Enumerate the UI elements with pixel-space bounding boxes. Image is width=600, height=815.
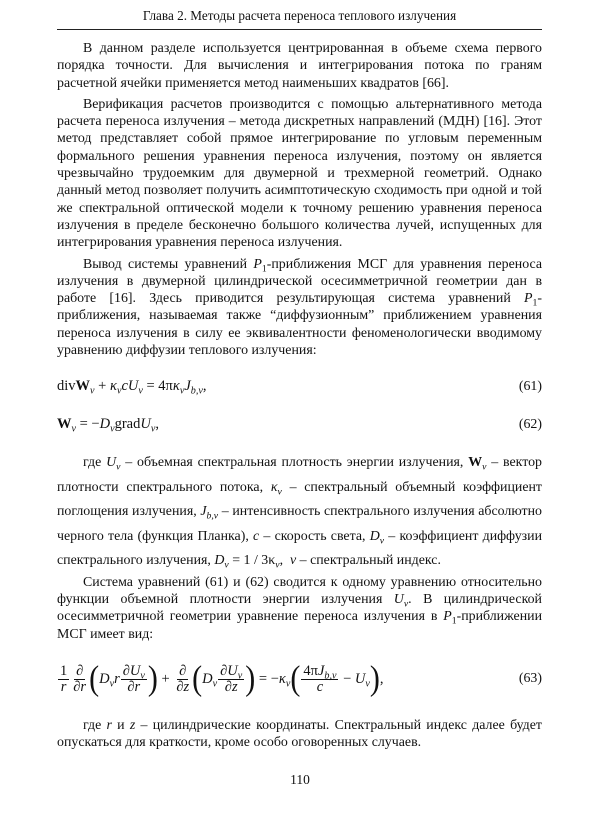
page-number: 110 bbox=[290, 772, 310, 787]
equation-63 bbox=[57, 649, 542, 709]
paragraph-5: Система уравнений (61) и (62) сводится к одному уравнению относительно функции объемной плотности энергии излучения $U_\nu$. В цилиндрической осесимметричной геометрии уравнение переноса излучения в $P_1$-приближении МСГ имеет вид: bbox=[57, 574, 542, 642]
paragraph-2: Верификация расчетов производится с помощью альтернативного метода расчета переноса излучения – метода дискретных направлений (МДН) [16]. Этот метод представляет собой прямое интегрирование по угловым переменным формального решения уравнения переноса излучения, поэтому он является чрезвычайно трудоемким для двумерной и трехмерной геометрий. Однако данный метод позволяет получить асимптотическую сходимость при одной и той же спектральной оптической модели к точному решению уравнения переноса излучения в пределе бесконечно большого количества лучей, испущенных для интегрирования уравнения переноса излучения. bbox=[57, 96, 542, 251]
header-rule bbox=[57, 29, 542, 30]
equation-62-formula: $W_\nu$ = $-D_\nu gradU_\nu$, bbox=[57, 415, 159, 435]
equation-63-formula: $\frac{1}{r}$ $\frac{\partial}{\partial r}$ ($D_\nu r$ $\frac{\partial U_\nu}{\partial r}$ ) + $\frac{\partial}{\partial z}$ ($D_\nu$ $\frac{\partial U_\nu}{\partial z}$ ) = $-\kappa_\nu$( $\frac{4\pi J_{b,\nu}}{c}$ − $U_\nu$), bbox=[60, 659, 384, 698]
paragraph-4: где $U_\nu$ – объемная спектральная плотность энергии излучения, $W_\nu$ – вектор плотности спектрального потока, $\kappa_\nu$ – спектральный объемный коэффициент поглощения излучения, $J_{b,\nu}$ – интенсивность спектрального излучения абсолютно черного тела (функция Планка), c – скорость света, $D_\nu$ – коэффициент диффузии спектрального излучения, $D_\nu = 1 / 3\kappa_\nu$, ν – спектральный индекс. bbox=[57, 455, 542, 571]
paragraph-1: В данном разделе используется центрированная в объеме схема первого порядка точности. Для вычисления и интегрирования потока по граням расчетной ячейки применяется метод наименьших квадратов [66]. bbox=[57, 41, 542, 91]
chapter-header: Глава 2. Методы расчета переноса теплового излучения bbox=[142, 8, 457, 23]
equation-61-formula: divW$_\nu$ + $\kappa_\nu cU_\nu = 4\pi\kappa_\nu J_{b,\nu}$, bbox=[57, 377, 207, 397]
paragraph-3: Вывод системы уравнений $P_1$-приближения МСГ для уравнения переноса излучения в двумерной цилиндрической осесимметричной геометрии дан в работе [16]. Здесь приводится результирующая система уравнений $P_1$-приближения, называемая также “диффузионным” приближением уравнения переноса излучения в силу ее эквивалентности феноменологически вводимому уравнению диффузии теплового излучения: bbox=[57, 256, 542, 359]
equation-61-number: (61) bbox=[518, 378, 542, 394]
paragraph-6: где r и z – цилиндрические координаты. Спектральный индекс далее будет опускаться для краткости, кроме особо оговоренных случаев. bbox=[57, 718, 542, 751]
equation-62 bbox=[57, 405, 542, 443]
equation-61 bbox=[57, 367, 542, 405]
equation-62-number: (62) bbox=[518, 416, 542, 432]
page-body bbox=[57, 40, 542, 752]
equation-63-number: (63) bbox=[518, 671, 542, 687]
